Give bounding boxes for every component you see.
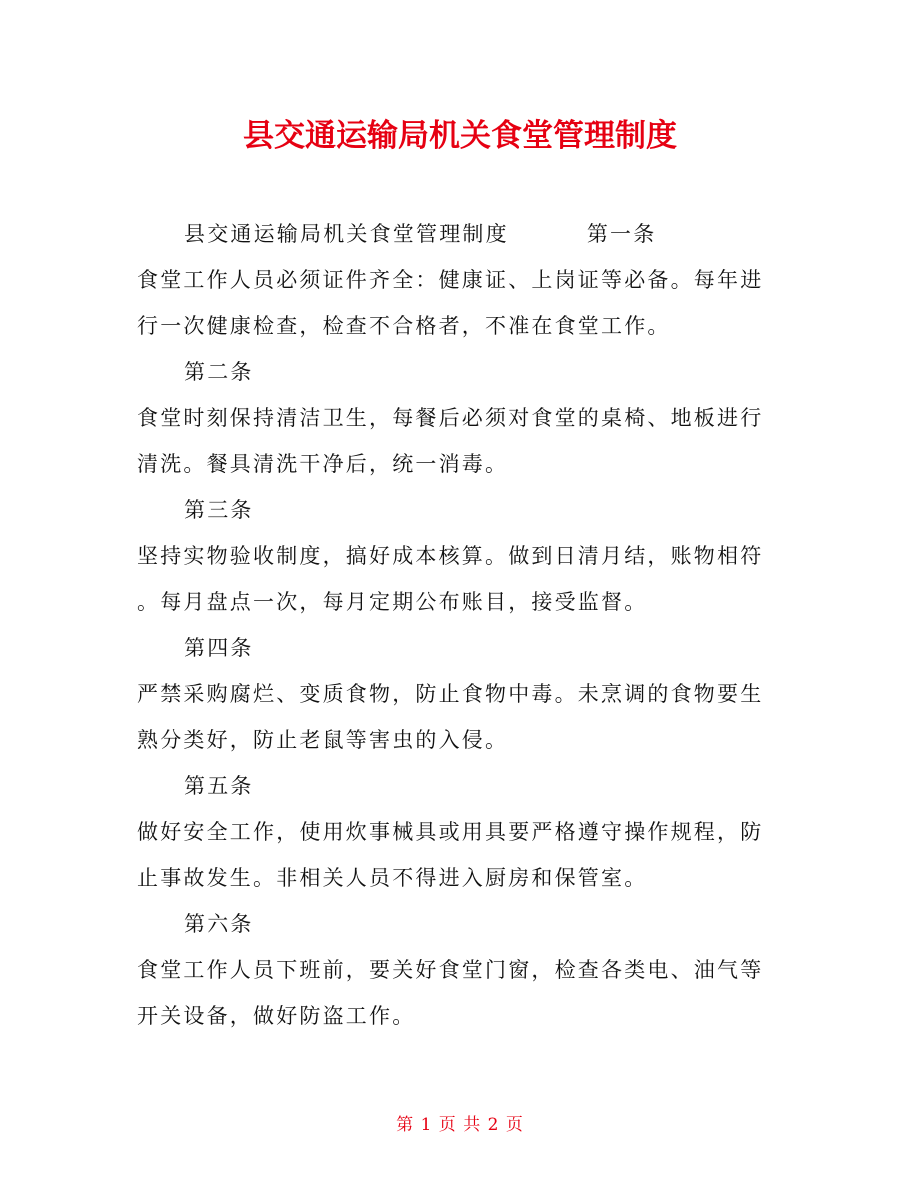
article-5-line-2: 止事故发生。非相关人员不得进入厨房和保管室。 [137, 866, 648, 890]
article-6-line-1: 食堂工作人员下班前，要关好食堂门窗，检查各类电、油气等 [137, 958, 764, 982]
article-2-line-1: 食堂时刻保持清洁卫生，每餐后必须对食堂的桌椅、地板进行 [137, 406, 764, 430]
article-3-line-1: 坚持实物验收制度，搞好成本核算。做到日清月结，账物相符 [137, 544, 764, 568]
article-5-heading: 第五条 [184, 774, 254, 798]
document-body [137, 211, 787, 1039]
document-title: 县交通运输局机关食堂管理制度 [243, 118, 677, 154]
article-4-line-2: 熟分类好，防止老鼠等害虫的入侵。 [137, 728, 509, 752]
article-1-line-1: 食堂工作人员必须证件齐全：健康证、上岗证等必备。每年进 [137, 268, 764, 292]
article-1-line-2: 行一次健康检查，检查不合格者，不准在食堂工作。 [137, 314, 671, 338]
intro-heading-line [137, 211, 787, 257]
article-2-heading: 第二条 [184, 360, 254, 384]
article-1-heading: 第一条 [586, 222, 657, 246]
article-5-line-1: 做好安全工作，使用炊事械具或用具要严格遵守操作规程，防 [137, 820, 764, 844]
article-6-heading: 第六条 [184, 912, 254, 936]
article-3-heading: 第三条 [184, 498, 254, 522]
article-4-heading: 第四条 [184, 636, 254, 660]
page-number-footer: 第 1 页 共 2 页 [396, 1115, 524, 1135]
intro-document-name: 县交通运输局机关食堂管理制度 [184, 222, 509, 246]
article-6-line-2: 开关设备，做好防盗工作。 [137, 1004, 416, 1028]
article-4-line-1: 严禁采购腐烂、变质食物，防止食物中毒。未烹调的食物要生 [137, 682, 764, 706]
article-2-line-2: 清洗。餐具清洗干净后，统一消毒。 [137, 452, 509, 476]
article-3-line-2: 。每月盘点一次，每月定期公布账目，接受监督。 [137, 590, 648, 614]
